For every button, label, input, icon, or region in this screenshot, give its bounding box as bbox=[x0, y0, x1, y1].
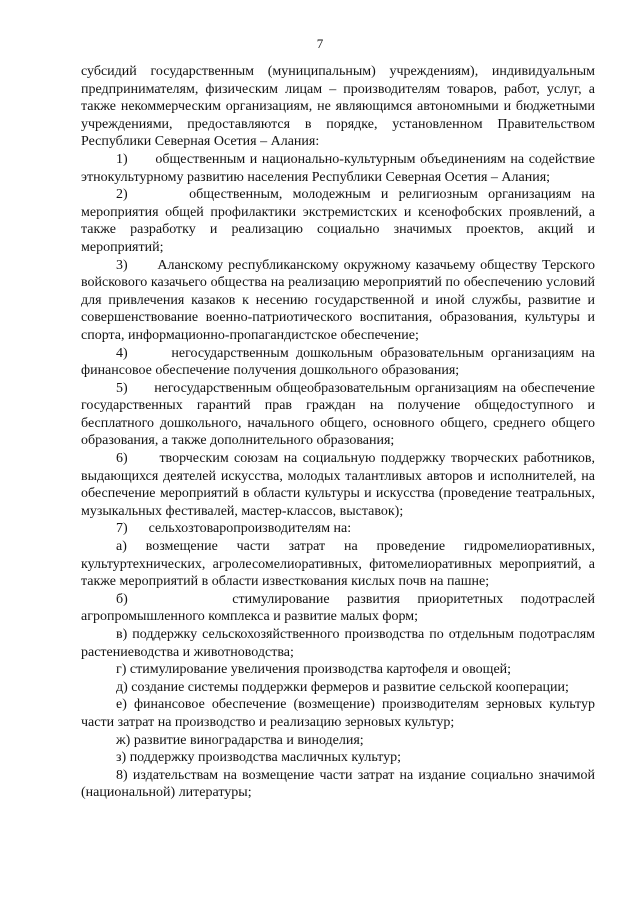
sub-item-e: е) финансовое обеспечение (возмещение) производителям зерновых культур части затрат на производство и реализацию зерновых культур; bbox=[81, 697, 595, 730]
sub-item-zh: ж) развитие виноградарства и виноделия; bbox=[116, 732, 364, 748]
sub-item-g: г) стимулирование увеличения производства картофеля и овощей; bbox=[116, 662, 512, 678]
paragraph-intro: субсидий государственным (муниципальным) учреждениям), индивидуальным предпринимателям, физическим лицам – производителям товаров, работ, услуг, а также некоммерческим организациям, не являющимся автономными и бюджетными учреждениями, предоставляются в порядке, установленном Правительством Республики Северная Осетия – Алания: bbox=[81, 64, 595, 150]
list-item-2: 2) общественным, молодежным и религиозным организациям на мероприятия общей профилактики экстремистских и ксенофобских проявлений, а также разработку и реализацию социально значимых проектов, акций и мероприятий; bbox=[81, 187, 595, 255]
sub-item-v: в) поддержку сельскохозяйственного производства по отдельным подотраслям растениеводства и животноводства; bbox=[81, 627, 595, 660]
list-item-3: 3) Аланскому республиканскому окружному казачьему обществу Терского войскового казачьего общества на реализацию мероприятий по обеспечению условий для привлечения казаков к несению государственной и иной службы, развитие и совершенствование военно-патриотического воспитания, образования, культуры и спорта, информационно-пропагандистское обеспечение; bbox=[81, 257, 595, 343]
list-item-4: 4) негосударственным дошкольным образовательным организациям на финансовое обеспечение получения дошкольного образования; bbox=[81, 345, 595, 379]
sub-item-d: д) создание системы поддержки фермеров и развитие сельской кооперации; bbox=[116, 679, 569, 695]
list-item-8: 8) издательствам на возмещение части затрат на издание социально значимой (национальной) литературы; bbox=[81, 767, 595, 801]
list-item-6: 6) творческим союзам на социальную поддержку творческих работников, выдающихся деятелей искусства, молодых талантливых авторов и исполнителей, на обеспечение мероприятий в области культуры и искусства (проведение театральных, музыкальных фестивалей, мастер-классов, выставок); bbox=[81, 451, 595, 519]
sub-item-z: з) поддержку производства масличных культур; bbox=[116, 750, 401, 766]
sub-item-b: б) стимулирование развития приоритетных подотраслей агропромышленного комплекса и развитие малых форм; bbox=[81, 591, 595, 625]
page-number: 7 bbox=[316, 36, 324, 51]
list-item-1: 1) общественным и национально-культурным объединениям на содействие этнокультурному развитию населения Республики Северная Осетия – Алания; bbox=[81, 151, 595, 185]
sub-item-a: а) возмещение части затрат на проведение гидромелиоративных, культуртехнических, агролесомелиоративных, фитомелиоративных мероприятий, а также мероприятий в области известкования кислых почв на пашне; bbox=[81, 539, 595, 590]
list-item-5: 5) негосударственным общеобразовательным организациям на обеспечение государственных гарантий прав граждан на получение общедоступного и бесплатного дошкольного, начального общего, основного общего, среднего общего образования, а также дополнительного образования; bbox=[81, 380, 595, 449]
document-body bbox=[81, 63, 595, 802]
list-item-7: 7) сельхозтоваропроизводителям на: bbox=[116, 521, 352, 537]
